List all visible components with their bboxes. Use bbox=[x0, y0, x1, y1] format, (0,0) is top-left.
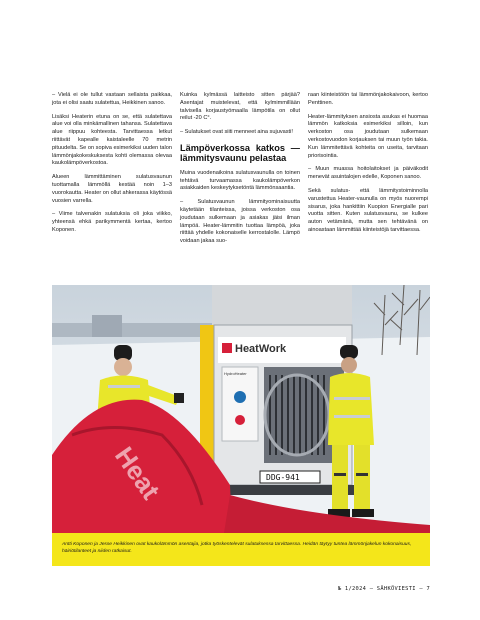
paragraph: Kuinka kylmässä laitteisto sitten pärjää? Asentajat muistelevat, että kylmimmillään talvisella korjaustyömaalla lämpötila on ollut reilut -20 C°. bbox=[180, 92, 300, 122]
article-column-3 bbox=[308, 92, 428, 282]
hydro-heater-panel bbox=[222, 367, 258, 441]
photo-caption: Antti Koponen ja Jesse Heikkinen ovat kaukolämmön asentajia, jotka työskentelevät sulatuksessa tarvittaessa. Heidän täytyy tuntea lämmönjakelun kokonaisuus, häiriötilanteet ja niiden ratkaisut. bbox=[52, 533, 430, 566]
paragraph: – Muun muassa hoitolaitokset ja päiväkodit menevät asuintalojen edelle, Koponen sanoo. bbox=[308, 166, 428, 181]
page-footer: № 1/2024 — SÄHKÖVIESTI — 7 bbox=[337, 586, 430, 592]
paragraph: Alueen lämmittäminen sulatusvaunun tuottamalla lämmöllä kestää noin 1–3 vuorokautta. Heater on ollut ahkerassa käytössä vuosien varrella. bbox=[52, 174, 172, 204]
article-column-2 bbox=[180, 92, 300, 282]
trailer-roof-hatch bbox=[212, 285, 352, 329]
hydro-heater-label: HydroHeater bbox=[224, 371, 247, 376]
water-drop-icon bbox=[234, 391, 246, 403]
paragraph: raan kiinteistöön tai lämmönjakokaivoon, kertoo Penttinen. bbox=[308, 92, 428, 106]
license-plate-text: DDG-941 bbox=[266, 473, 300, 482]
heat-indicator-icon bbox=[235, 415, 245, 425]
brand-logo-icon bbox=[222, 343, 232, 353]
article-photo bbox=[52, 285, 430, 533]
paragraph: Sekä sulatus- että lämmitystoiminnolla varustettua Heater-vaunulla on myös nuorempi sisarus, joka hankittiin Kuopion Energialle pari vuotta sitten. Kuten sulatusvaunu, se kulkee auton vetämänä, mutta sen tehtävänä on ainoastaan lämmittää kiinteistöjä tarvittaessa. bbox=[308, 187, 428, 233]
distant-building bbox=[92, 315, 122, 337]
paragraph: – Viime talvenakin sulatuksia oli joka viikko, yhteensä ehkä parikymmentä kertaa, kertoo Koponen. bbox=[52, 211, 172, 233]
paragraph: Heater-lämmityksen ansiosta asukas ei huomaa lämmön katkoksia esimerkiksi silloin, kun verkoston osa joudutaan sulkemaan verkostovuodon korjauksen tai muun työn takia. Kun lämmitettävä kohteita on useita, tarvitaan priorisointia. bbox=[308, 113, 428, 159]
paragraph: – Sulatukset ovat siiti menneet aina sujuvasti! bbox=[180, 129, 293, 136]
banner-text: Heat bbox=[109, 441, 166, 505]
photo-illustration bbox=[52, 285, 430, 533]
paragraph: Lisäksi Heaterin etuna on se, että sulatettava alue voi olla minkämallinen tahansa. Sulatettava alue riippuu kohteesta. Tarvittaessa letkut riittävät kapealle kaistaleelle 70 metrin pituudelta. Se on sopiva esimerkiksi uuden talon lämmönjakokeskuksesta kohti olemassa olevaa kaukolämpöverkostoa. bbox=[52, 113, 172, 167]
article-columns bbox=[52, 92, 430, 282]
paragraph: – Sulatusvaunun lämmityominaisuutta käytetään tilanteissa, joissa verkoston osa joudutaan sulkemaan ja asiakas jäisi ilman lämpöä. Heater-lämmitin tuottaa lämpöä, joka riittää yhdelle kokonaiselle kerrostalolle. Lämpö voidaan jakaa suo- bbox=[180, 199, 300, 245]
distant-buildings bbox=[52, 323, 217, 337]
paragraph: – Vielä ei ole tullut vastaan sellaista paikkaa, jota ei olisi saatu sulatettua, Heikkinen sanoo. bbox=[52, 92, 172, 106]
paragraph: Muina vuodenaikoina sulatusvaunulla on toinen tehtävä turvaamassa kaukolämpöverkon asiakkaiden keskeytyksetöntä lämmönsaantia. bbox=[180, 169, 300, 192]
brand-text: HeatWork bbox=[235, 343, 287, 355]
article-column-1 bbox=[52, 92, 172, 282]
section-heading: Lämpöverkossa katkos — lämmitysvaunu pelastaa bbox=[180, 142, 300, 164]
